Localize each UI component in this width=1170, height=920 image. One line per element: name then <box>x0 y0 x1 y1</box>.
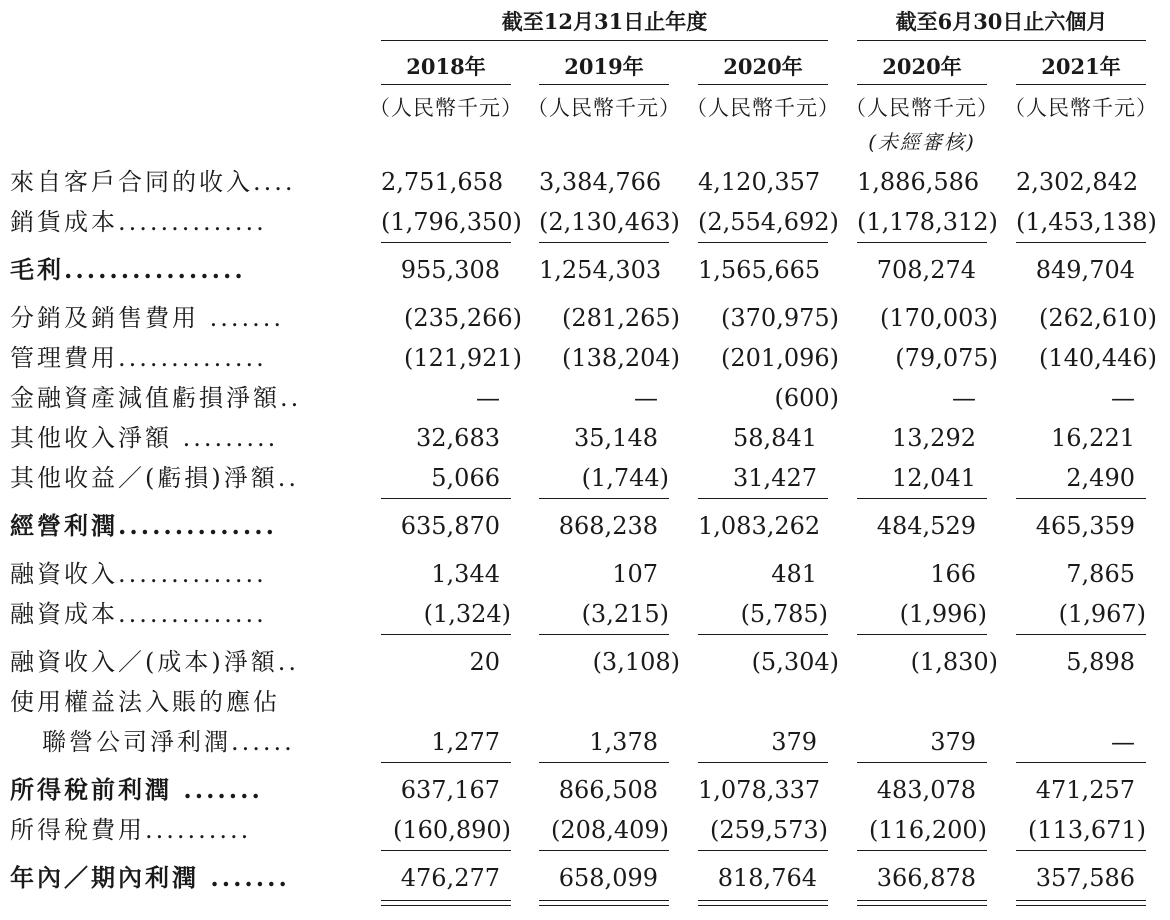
row-value: — <box>1016 722 1146 763</box>
row-value: 481 <box>771 560 817 588</box>
row-value: 484,529 <box>876 512 976 540</box>
table-row <box>0 338 1170 378</box>
row-value: (3,215) <box>539 594 669 635</box>
row-value: 1,886,586 <box>857 168 980 196</box>
row-value: 5,898 <box>1066 648 1135 676</box>
row-value: (5,785) <box>698 594 828 635</box>
total-double-rule <box>539 900 669 906</box>
row-value: 31,427 <box>698 458 828 499</box>
row-value: 16,221 <box>1051 424 1135 452</box>
row-value: 107 <box>612 560 658 588</box>
row-value: 849,704 <box>1035 256 1135 284</box>
column-year-rule <box>698 84 828 85</box>
period-group-rule <box>381 40 828 41</box>
row-value: 32,683 <box>416 424 500 452</box>
table-row <box>0 298 1170 338</box>
row-value: 868,238 <box>558 512 658 540</box>
row-value: (235,266) <box>404 304 522 332</box>
column-unit-label: （人民幣千元） <box>1004 96 1158 120</box>
row-label: 所得稅前利潤 ....... <box>10 775 263 804</box>
row-value: (201,096) <box>721 344 839 372</box>
row-label: 毛利................ <box>10 255 246 284</box>
column-year-header: 2020年 <box>723 54 803 79</box>
row-value: (1,830) <box>910 648 998 676</box>
table-row <box>0 418 1170 458</box>
row-value: 1,254,303 <box>539 256 662 284</box>
table-row <box>0 770 1170 810</box>
table-row <box>0 458 1170 498</box>
row-value: (170,003) <box>880 304 998 332</box>
row-label: 融資收入／(成本)淨額.. <box>10 648 299 676</box>
row-label: 融資收入.............. <box>10 560 267 588</box>
table-row <box>0 594 1170 634</box>
row-value: 708,274 <box>876 256 976 284</box>
row-value: 1,078,337 <box>698 776 821 804</box>
row-value <box>857 682 987 722</box>
row-value <box>1016 682 1146 722</box>
table-row <box>0 858 1170 898</box>
row-value: 5,066 <box>381 458 511 499</box>
column-year-rule <box>1016 84 1146 85</box>
row-value: 658,099 <box>558 864 658 892</box>
row-value: (1,324) <box>381 594 511 635</box>
row-value: (1,967) <box>1016 594 1146 635</box>
row-value: (1,453,138) <box>1016 202 1146 243</box>
row-value: (2,554,692) <box>698 202 828 243</box>
table-row <box>0 378 1170 418</box>
total-double-rule <box>698 900 828 906</box>
row-value: (79,075) <box>895 344 998 372</box>
row-label: 管理費用.............. <box>10 344 267 372</box>
row-value: 1,277 <box>381 722 511 763</box>
row-value: 13,292 <box>892 424 976 452</box>
row-label: 經營利潤.............. <box>10 511 277 540</box>
row-value: (1,178,312) <box>857 202 987 243</box>
table-row <box>0 506 1170 546</box>
column-unit-label: （人民幣千元） <box>369 96 523 120</box>
row-label: 所得稅費用.......... <box>10 816 252 844</box>
row-value: (160,890) <box>381 810 511 851</box>
row-value: 818,764 <box>717 864 817 892</box>
row-value: (3,108) <box>592 648 680 676</box>
column-unit-label: （人民幣千元） <box>686 96 840 120</box>
row-value: — <box>952 384 976 412</box>
row-value: 1,378 <box>539 722 669 763</box>
row-label: 其他收入淨額 ......... <box>10 424 279 452</box>
row-value: (600) <box>774 384 839 412</box>
column-year-rule <box>381 84 511 85</box>
row-value: 483,078 <box>876 776 976 804</box>
row-value: 35,148 <box>574 424 658 452</box>
row-value: (1,996) <box>857 594 987 635</box>
table-row <box>0 722 1170 762</box>
row-value: 476,277 <box>400 864 500 892</box>
row-value: 379 <box>698 722 828 763</box>
row-value: (281,265) <box>562 304 680 332</box>
row-value: (113,671) <box>1016 810 1146 851</box>
total-double-rule <box>1016 900 1146 906</box>
column-year-header: 2018年 <box>406 54 486 79</box>
row-value: 7,865 <box>1066 560 1135 588</box>
table-row <box>0 250 1170 290</box>
row-value: 3,384,766 <box>539 168 662 196</box>
row-value: (208,409) <box>539 810 669 851</box>
row-value: 2,751,658 <box>381 168 504 196</box>
row-value: (259,573) <box>698 810 828 851</box>
row-value: — <box>634 384 658 412</box>
table-row <box>0 554 1170 594</box>
column-year-rule <box>539 84 669 85</box>
row-value: (138,204) <box>562 344 680 372</box>
row-value: 2,302,842 <box>1016 168 1139 196</box>
row-value: 379 <box>857 722 987 763</box>
row-value: (5,304) <box>751 648 839 676</box>
row-value: 166 <box>930 560 976 588</box>
column-year-header: 2020年 <box>882 54 962 79</box>
row-value: (2,130,463) <box>539 202 669 243</box>
row-value <box>539 682 669 722</box>
row-value: 2,490 <box>1016 458 1146 499</box>
column-unit-label: （人民幣千元） <box>845 96 999 120</box>
total-double-rule <box>857 900 987 906</box>
row-label: 來自客戶合同的收入.... <box>10 168 296 196</box>
row-value: 20 <box>469 648 500 676</box>
column-year-header: 2019年 <box>564 54 644 79</box>
row-label: 其他收益／(虧損)淨額.. <box>10 464 299 492</box>
row-value: 1,344 <box>431 560 500 588</box>
table-row <box>0 810 1170 850</box>
row-value: (370,975) <box>721 304 839 332</box>
row-value: 1,565,665 <box>698 256 821 284</box>
row-value <box>698 682 828 722</box>
row-label: 年內／期內利潤 ....... <box>10 863 290 892</box>
table-row <box>0 162 1170 202</box>
row-value: (262,610) <box>1039 304 1157 332</box>
row-value: 465,359 <box>1035 512 1135 540</box>
column-unit-label: （人民幣千元） <box>527 96 681 120</box>
column-year-header: 2021年 <box>1041 54 1121 79</box>
row-value: 471,257 <box>1035 776 1135 804</box>
column-year-rule <box>857 84 987 85</box>
period-group-header: 截至12月31日止年度 <box>501 9 708 34</box>
table-row <box>0 682 1170 722</box>
row-value: (1,796,350) <box>381 202 511 243</box>
row-value <box>381 682 511 722</box>
row-value: 58,841 <box>733 424 817 452</box>
row-label: 金融資產減值虧損淨額.. <box>10 384 302 412</box>
row-value: (140,446) <box>1039 344 1157 372</box>
unaudited-note: (未經審核) <box>868 130 976 154</box>
row-value: 1,083,262 <box>698 512 821 540</box>
period-group-rule <box>857 40 1146 41</box>
row-value: (121,921) <box>404 344 522 372</box>
row-value: (116,200) <box>857 810 987 851</box>
period-group-header: 截至6月30日止六個月 <box>895 9 1108 34</box>
row-value: (1,744) <box>539 458 669 499</box>
table-row <box>0 642 1170 682</box>
row-value: 866,508 <box>558 776 658 804</box>
row-label: 銷貨成本.............. <box>10 208 267 236</box>
row-value: 635,870 <box>400 512 500 540</box>
row-label: 聯營公司淨利潤...... <box>42 728 295 756</box>
row-value: 637,167 <box>400 776 500 804</box>
row-value: — <box>476 384 500 412</box>
row-label: 使用權益法入賬的應佔 <box>10 688 280 716</box>
row-value: 357,586 <box>1035 864 1135 892</box>
row-value: 366,878 <box>876 864 976 892</box>
total-double-rule <box>381 900 511 906</box>
row-label: 融資成本.............. <box>10 600 267 628</box>
row-value: 955,308 <box>400 256 500 284</box>
row-value: 4,120,357 <box>698 168 821 196</box>
row-value: 12,041 <box>857 458 987 499</box>
row-value: — <box>1111 384 1135 412</box>
table-row <box>0 202 1170 242</box>
row-label: 分銷及銷售費用 ....... <box>10 304 285 332</box>
